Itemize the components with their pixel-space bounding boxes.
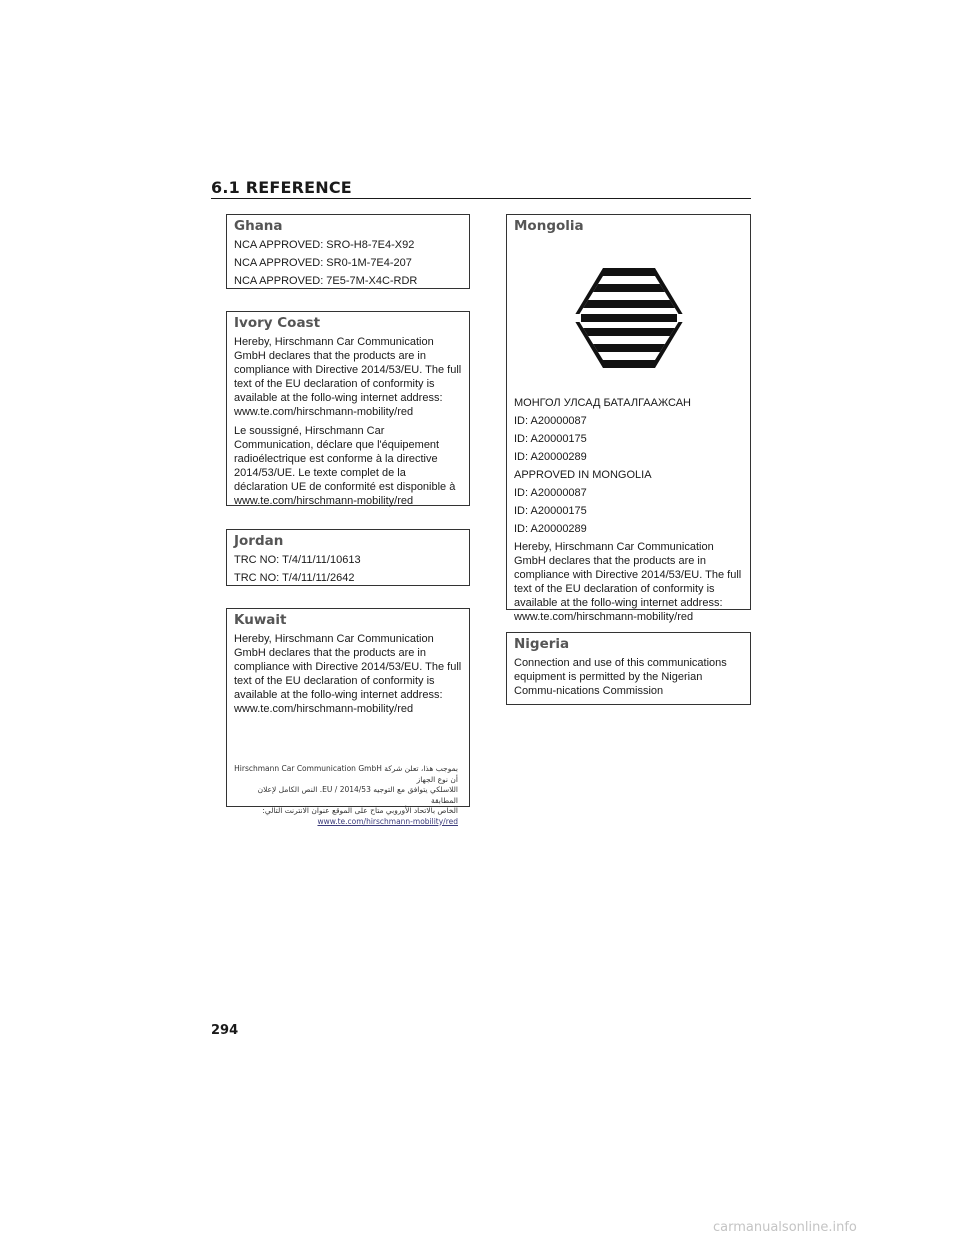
ghana-line: NCA APPROVED: 7E5-7M-X4C-RDR: [234, 275, 418, 287]
kuwait-arabic-line: الخاص بالاتحاد الأوروبي متاح على الموقع عنوان الانترنت التالي:: [262, 806, 458, 815]
page-number: 294: [211, 1023, 239, 1038]
nigeria-text: Connection and use of this communications equipment is permitted by the Nigerian Commu-nications Commission: [514, 657, 727, 697]
ivory-coast-english: Hereby, Hirschmann Car Communication GmbH declares that the products are in compliance with Directive 2014/53/EU. The full text of the EU declaration of conformity is available at the follo-wing internet address: www.te.com/hirschmann-mobility/red: [234, 336, 462, 418]
mongolia-box: [506, 214, 751, 623]
watermark: carmanualsonline.info: [713, 1220, 857, 1235]
mongolia-logo-wrap: [514, 264, 743, 372]
kuwait-arabic-line: اللاسلكي يتوافق مع التوجيه 2014/53 / EU. النص الكامل لإعلان المطابقة: [257, 785, 458, 805]
nigeria-title: Nigeria: [514, 636, 570, 652]
mongolia-line: ID: A20000289: [514, 523, 587, 535]
ivory-coast-french: Le soussigné, Hirschmann Car Communication, déclare que l'équipement radioélectrique est conforme à la directive 2014/53/UE. Le texte complet de la déclaration UE de conformité est disponible à www.te.com/hirschmann-mobility/red: [234, 425, 456, 507]
jordan-title: Jordan: [234, 533, 284, 549]
section-title: 6.1 REFERENCE: [211, 178, 352, 197]
mongolia-title: Mongolia: [514, 218, 584, 234]
kuwait-english: Hereby, Hirschmann Car Communication GmbH declares that the products are in compliance with Directive 2014/53/EU. The full text of the EU declaration of conformity is available at the follo-wing internet address: www.te.com/hirschmann-mobility/red: [234, 633, 462, 715]
kuwait-title: Kuwait: [234, 612, 287, 628]
mongolia-line: ID: A20000175: [514, 433, 587, 445]
mongolia-line: ID: A20000087: [514, 415, 587, 427]
mongolia-line: МОНГОЛ УЛСАД БАТАЛГААЖСАН: [514, 397, 691, 409]
kuwait-arabic-url-link[interactable]: www.te.com/hirschmann-mobility/red: [317, 816, 458, 826]
nigeria-box: [506, 632, 751, 705]
ghana-line: NCA APPROVED: SRO-H8-7E4-X92: [234, 239, 415, 251]
title-rule: [211, 198, 751, 199]
mongolia-english: Hereby, Hirschmann Car Communication GmbH declares that the products are in compliance with Directive 2014/53/EU. The full text of the EU declaration of conformity is available at the follo-wing internet address: www.te.com/hirschmann-mobility/red: [514, 541, 742, 623]
ghana-line: NCA APPROVED: SR0-1M-7E4-207: [234, 257, 412, 269]
mongolia-line: ID: A20000087: [514, 487, 587, 499]
mongolia-certification-logo: [569, 264, 689, 372]
jordan-line: TRC NO: T/4/11/11/10613: [234, 554, 361, 566]
kuwait-box: [226, 608, 470, 826]
ghana-box: [226, 214, 470, 289]
ghana-title: Ghana: [234, 218, 283, 234]
ivory-coast-title: Ivory Coast: [234, 315, 321, 331]
mongolia-line: APPROVED IN MONGOLIA: [514, 469, 652, 481]
jordan-line: TRC NO: T/4/11/11/2642: [234, 572, 355, 584]
ivory-coast-box: [226, 311, 470, 506]
mongolia-line: ID: A20000289: [514, 451, 587, 463]
mongolia-line: ID: A20000175: [514, 505, 587, 517]
kuwait-arabic-block: [234, 764, 462, 827]
jordan-box: [226, 529, 470, 586]
kuwait-arabic-line: بموجب هذا، تعلن شركة Hirschmann Car Communication GmbH أن نوع الجهاز: [234, 764, 458, 784]
